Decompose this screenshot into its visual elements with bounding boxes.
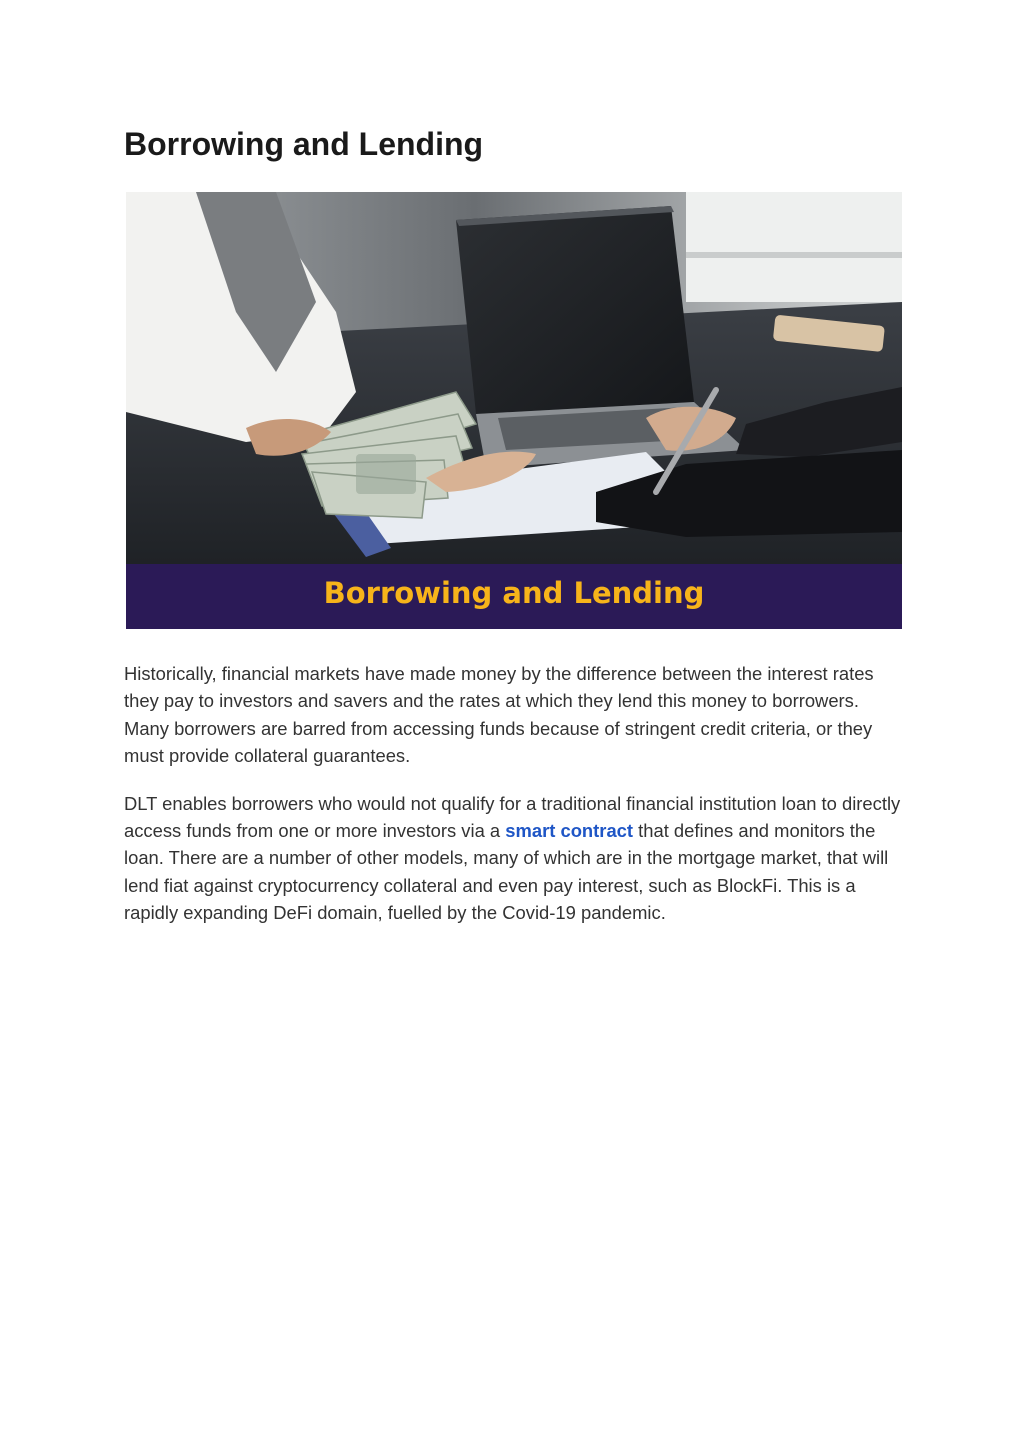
paragraph-history: Historically, financial markets have made money by the difference between the interest rates they pay to investors and savers and the rates at which they lend this money to borrowers. Many borrowers are barred from accessing funds because of stringent credit criteria, or they must provide collateral guarantees. xyxy=(124,663,874,767)
article-body xyxy=(124,660,904,947)
image-banner-caption: Borrowing and Lending xyxy=(323,576,705,610)
paragraph-dlt-text-before: DLT enables borrowers who would not qualify for a traditional financial institution loan to directly access funds from one or more investors via a xyxy=(124,792,901,842)
paragraph-dlt-text-after: that defines and monitors the loan. There are a number of other models, many of which are in the mortgage market, that will lend fiat against cryptocurrency collateral and even pay interest, such as BlockFi. This is a rapidly expanding DeFi domain, fuelled by the Covid-19 pandemic. xyxy=(124,820,889,924)
page-title: Borrowing and Lending xyxy=(124,126,484,162)
paragraph-dlt xyxy=(124,790,904,927)
hero-image xyxy=(126,192,902,629)
smart-contract-link[interactable]: smart contract xyxy=(505,820,634,842)
